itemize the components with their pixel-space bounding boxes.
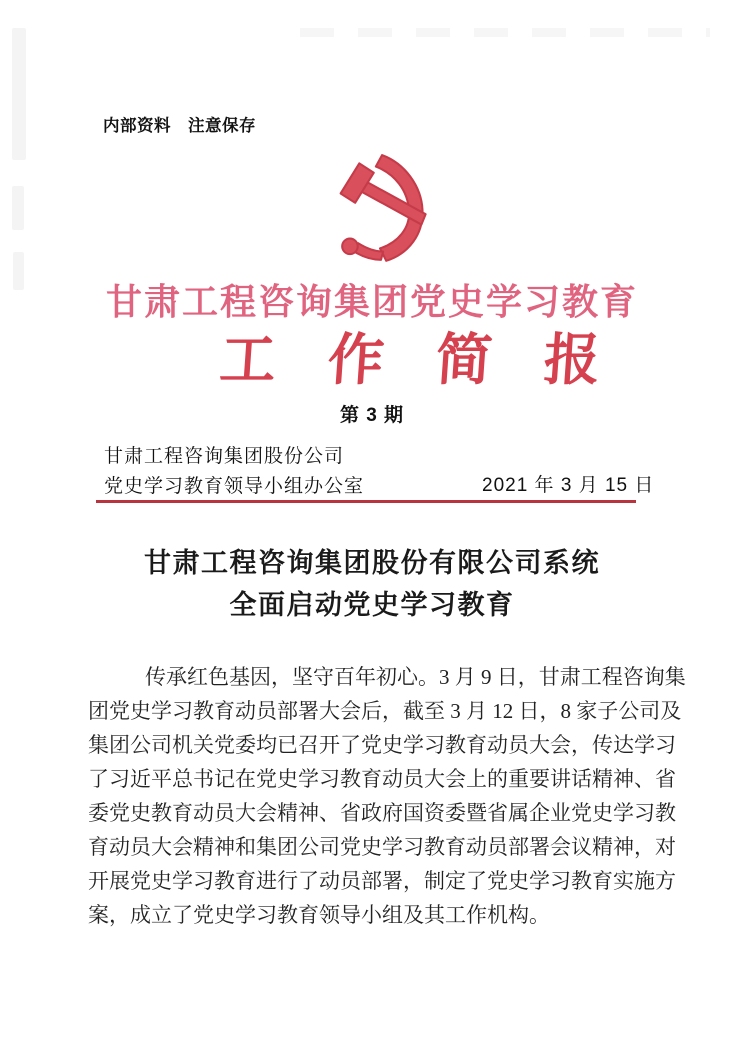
article-body [88, 660, 686, 932]
brush-char: 工 [217, 327, 279, 393]
publisher-block [104, 442, 364, 502]
body-line: 集团公司机关党委均已召开了党史学习教育动员大会，传达学习 [88, 733, 676, 757]
body-line: 传承红色基因，坚守百年初心。3 月 9 日，甘肃工程咨询集 [145, 665, 686, 689]
confidentiality-notice: 内部资料 注意保存 [103, 117, 256, 135]
body-line: 了习近平总书记在党史学习教育动员大会上的重要讲话精神、省 [88, 767, 676, 791]
body-line: 开展党史学习教育进行了动员部署，制定了党史学习教育实施方 [88, 869, 676, 893]
publisher-line-1: 甘肃工程咨询集团股份公司 [104, 446, 345, 467]
scan-artifact [12, 186, 24, 230]
body-line: 育动员大会精神和集团公司党史学习教育动员部署会议精神，对 [88, 835, 676, 859]
scan-artifact [12, 28, 26, 160]
brush-char: 作 [325, 327, 387, 393]
body-line: 团党史学习教育动员部署大会后，截至 3 月 12 日，8 家子公司及 [88, 699, 682, 723]
bulletin-brush-title [217, 327, 603, 393]
article-title-line-2: 全面启动党史学习教育 [229, 590, 515, 620]
masthead-org-title: 甘肃工程咨询集团党史学习教育 [105, 281, 638, 322]
body-line: 委党史教育动员大会精神、省政府国资委暨省属企业党史学习教 [88, 801, 676, 825]
publisher-line-2: 党史学习教育领导小组办公室 [104, 476, 365, 497]
scan-artifact [300, 28, 710, 37]
masthead-divider-rule [96, 500, 636, 503]
issue-date: 2021 年 3 月 15 日 [482, 475, 655, 496]
issue-number: 第 3 期 [339, 405, 405, 426]
party-emblem-icon [316, 152, 444, 266]
brush-char: 简 [433, 327, 495, 393]
body-line: 案，成立了党史学习教育领导小组及其工作机构。 [88, 903, 550, 927]
brush-char: 报 [541, 327, 603, 393]
article-title-line-1: 甘肃工程咨询集团股份有限公司系统 [144, 548, 600, 578]
